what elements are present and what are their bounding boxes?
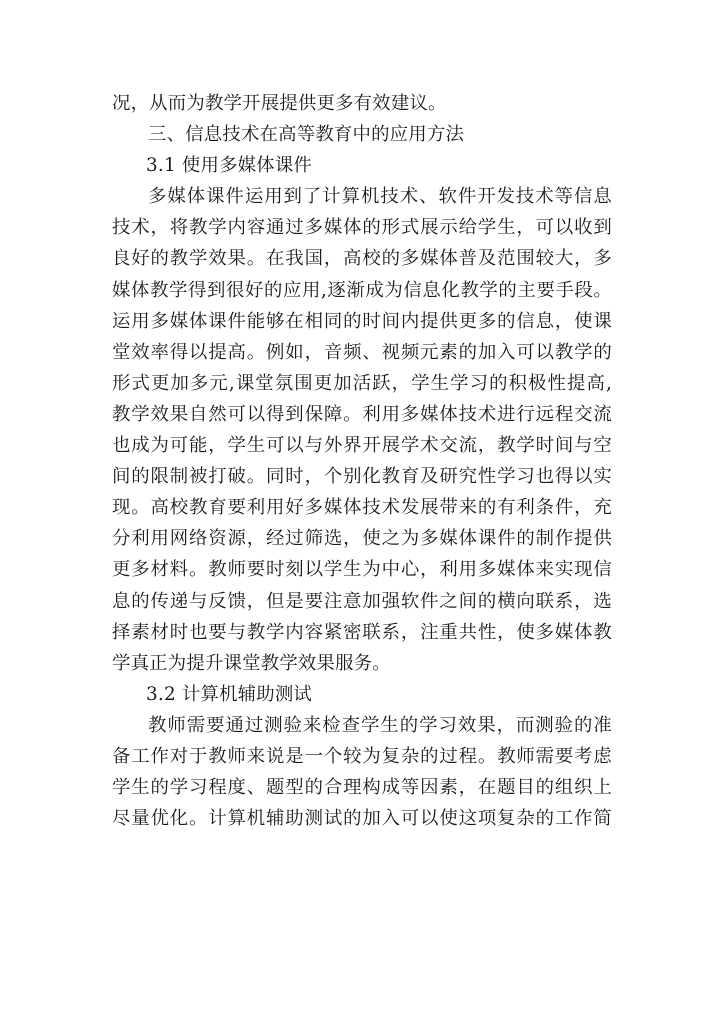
- paragraph-line: 间的限制被打破。同时，个别化教育及研究性学习也得以实: [112, 466, 612, 488]
- paragraph-line: 择素材时也要与教学内容紧密联系，注重共性，使多媒体教: [112, 621, 612, 643]
- section-heading: 三、信息技术在高等教育中的应用方法: [148, 124, 465, 146]
- paragraph-line: 多媒体课件运用到了计算机技术、软件开发技术等信息: [148, 186, 612, 208]
- paragraph-line: 学生的学习程度、题型的合理构成等因素，在题目的组织上: [112, 777, 612, 799]
- paragraph-testing: [112, 710, 612, 834]
- paragraph-line: 也成为可能，学生可以与外界开展学术交流，教学时间与空: [112, 435, 612, 457]
- paragraph-line: 媒体教学得到很好的应用,逐渐成为信息化教学的主要手段。: [112, 279, 612, 301]
- paragraph-line: 技术，将教学内容通过多媒体的形式展示给学生，可以收到: [112, 217, 612, 239]
- paragraph-line: 教师需要通过测验来检查学生的学习效果，而测验的准: [148, 714, 612, 736]
- paragraph-multimedia: [112, 181, 612, 679]
- paragraph-line: 分利用网络资源，经过筛选，使之为多媒体课件的制作提供: [112, 528, 612, 550]
- paragraph-line: 堂效率得以提高。例如，音频、视频元素的加入可以教学的: [112, 341, 612, 363]
- paragraph-line: 形式更加多元,课堂氛围更加活跃，学生学习的积极性提高,: [112, 372, 612, 394]
- document-page: [112, 88, 612, 834]
- subsection-heading-3-2: 3.2 计算机辅助测试: [146, 683, 313, 705]
- paragraph-line: 良好的教学效果。在我国，高校的多媒体普及范围较大，多: [112, 248, 612, 270]
- paragraph-line: 息的传递与反馈，但是要注意加强软件之间的横向联系，选: [112, 590, 612, 612]
- paragraph-line: 学真正为提升课堂教学效果服务。: [112, 652, 391, 674]
- paragraph-line: 更多材料。教师要时刻以学生为中心，利用多媒体来实现信: [112, 559, 612, 581]
- paragraph-line: 现。高校教育要利用好多媒体技术发展带来的有利条件，充: [112, 497, 612, 519]
- paragraph-line: 运用多媒体课件能够在相同的时间内提供更多的信息，使课: [112, 310, 612, 332]
- subsection-heading-3-1: 3.1 使用多媒体课件: [146, 155, 313, 177]
- paragraph-line: 教学效果自然可以得到保障。利用多媒体技术进行远程交流: [112, 403, 612, 425]
- paragraph-line: 备工作对于教师来说是一个较为复杂的过程。教师需要考虑: [112, 745, 612, 767]
- paragraph-line: 尽量优化。计算机辅助测试的加入可以使这项复杂的工作简: [112, 808, 612, 830]
- paragraph-end-line: 况，从而为教学开展提供更多有效建议。: [112, 93, 447, 114]
